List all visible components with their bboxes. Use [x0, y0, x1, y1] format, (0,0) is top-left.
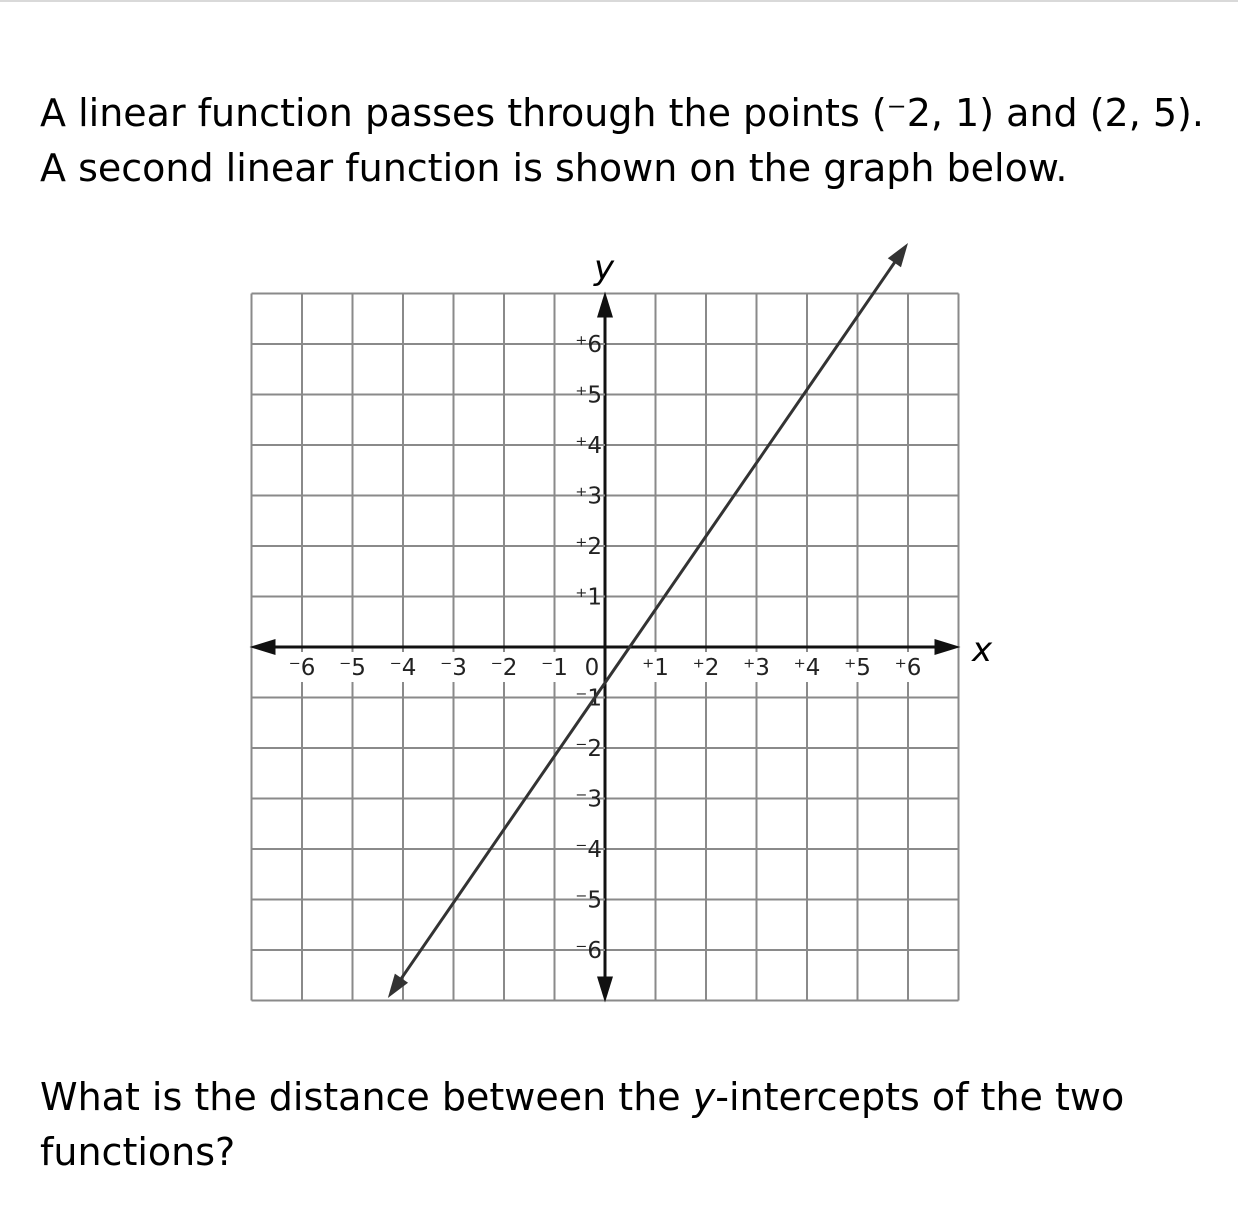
x-tick-label: ⁺3: [743, 655, 770, 681]
y-tick-label: ⁺1: [575, 584, 602, 611]
x-tick-label: ⁺1: [642, 655, 669, 681]
top-divider: [0, 0, 1238, 2]
problem-question: [40, 1070, 1210, 1180]
origin-label: 0: [584, 655, 600, 681]
x-tick-label: ⁺2: [692, 655, 720, 681]
function-line: [399, 259, 897, 982]
y-tick-label: ⁺3: [575, 483, 602, 510]
y-tick-label: ⁺6: [575, 332, 602, 358]
y-tick-label: ⁻2: [575, 736, 602, 762]
y-axis-label: y: [593, 248, 615, 288]
question-text-before: What is the distance between the: [40, 1075, 693, 1119]
x-tick-label: ⁻3: [440, 655, 467, 681]
y-tick-label: ⁺2: [575, 534, 602, 560]
y-tick-label: ⁻5: [575, 887, 602, 914]
x-axis-label: x: [971, 630, 993, 670]
x-axis-arrow-right-icon: [935, 639, 961, 655]
x-tick-label: ⁺5: [844, 655, 871, 681]
y-tick-label: ⁺4: [575, 433, 602, 459]
question-text-after: -intercepts of the two functions?: [40, 1075, 1125, 1174]
problem-intro: A linear function passes through the points (⁻2, 1) and (2, 5). A second linear function is shown on the graph below.: [40, 91, 1204, 190]
x-tick-label: ⁻2: [490, 655, 518, 681]
x-axis-arrow-left-icon: [250, 639, 276, 655]
y-tick-label: ⁻3: [575, 786, 602, 813]
y-tick-label: ⁻1: [575, 685, 602, 712]
y-tick-label: ⁻4: [575, 837, 602, 863]
question-variable: y: [692, 1075, 716, 1119]
x-tick-label: ⁻6: [288, 655, 316, 681]
y-tick-label: ⁺5: [575, 382, 602, 409]
x-tick-label: ⁻5: [339, 655, 366, 681]
y-axis-arrow-up-icon: [597, 292, 613, 318]
x-tick-label: ⁺4: [793, 655, 821, 681]
y-tick-label: ⁻6: [575, 938, 602, 964]
line-arrow-start-icon: [388, 974, 408, 998]
x-tick-label: ⁻4: [389, 655, 417, 681]
coordinate-graph: [0, 240, 1238, 1030]
line-arrow-end-icon: [888, 243, 908, 267]
x-tick-label: ⁻1: [541, 655, 568, 681]
y-axis-arrow-down-icon: [597, 977, 613, 1003]
x-tick-label: ⁺6: [894, 655, 922, 681]
